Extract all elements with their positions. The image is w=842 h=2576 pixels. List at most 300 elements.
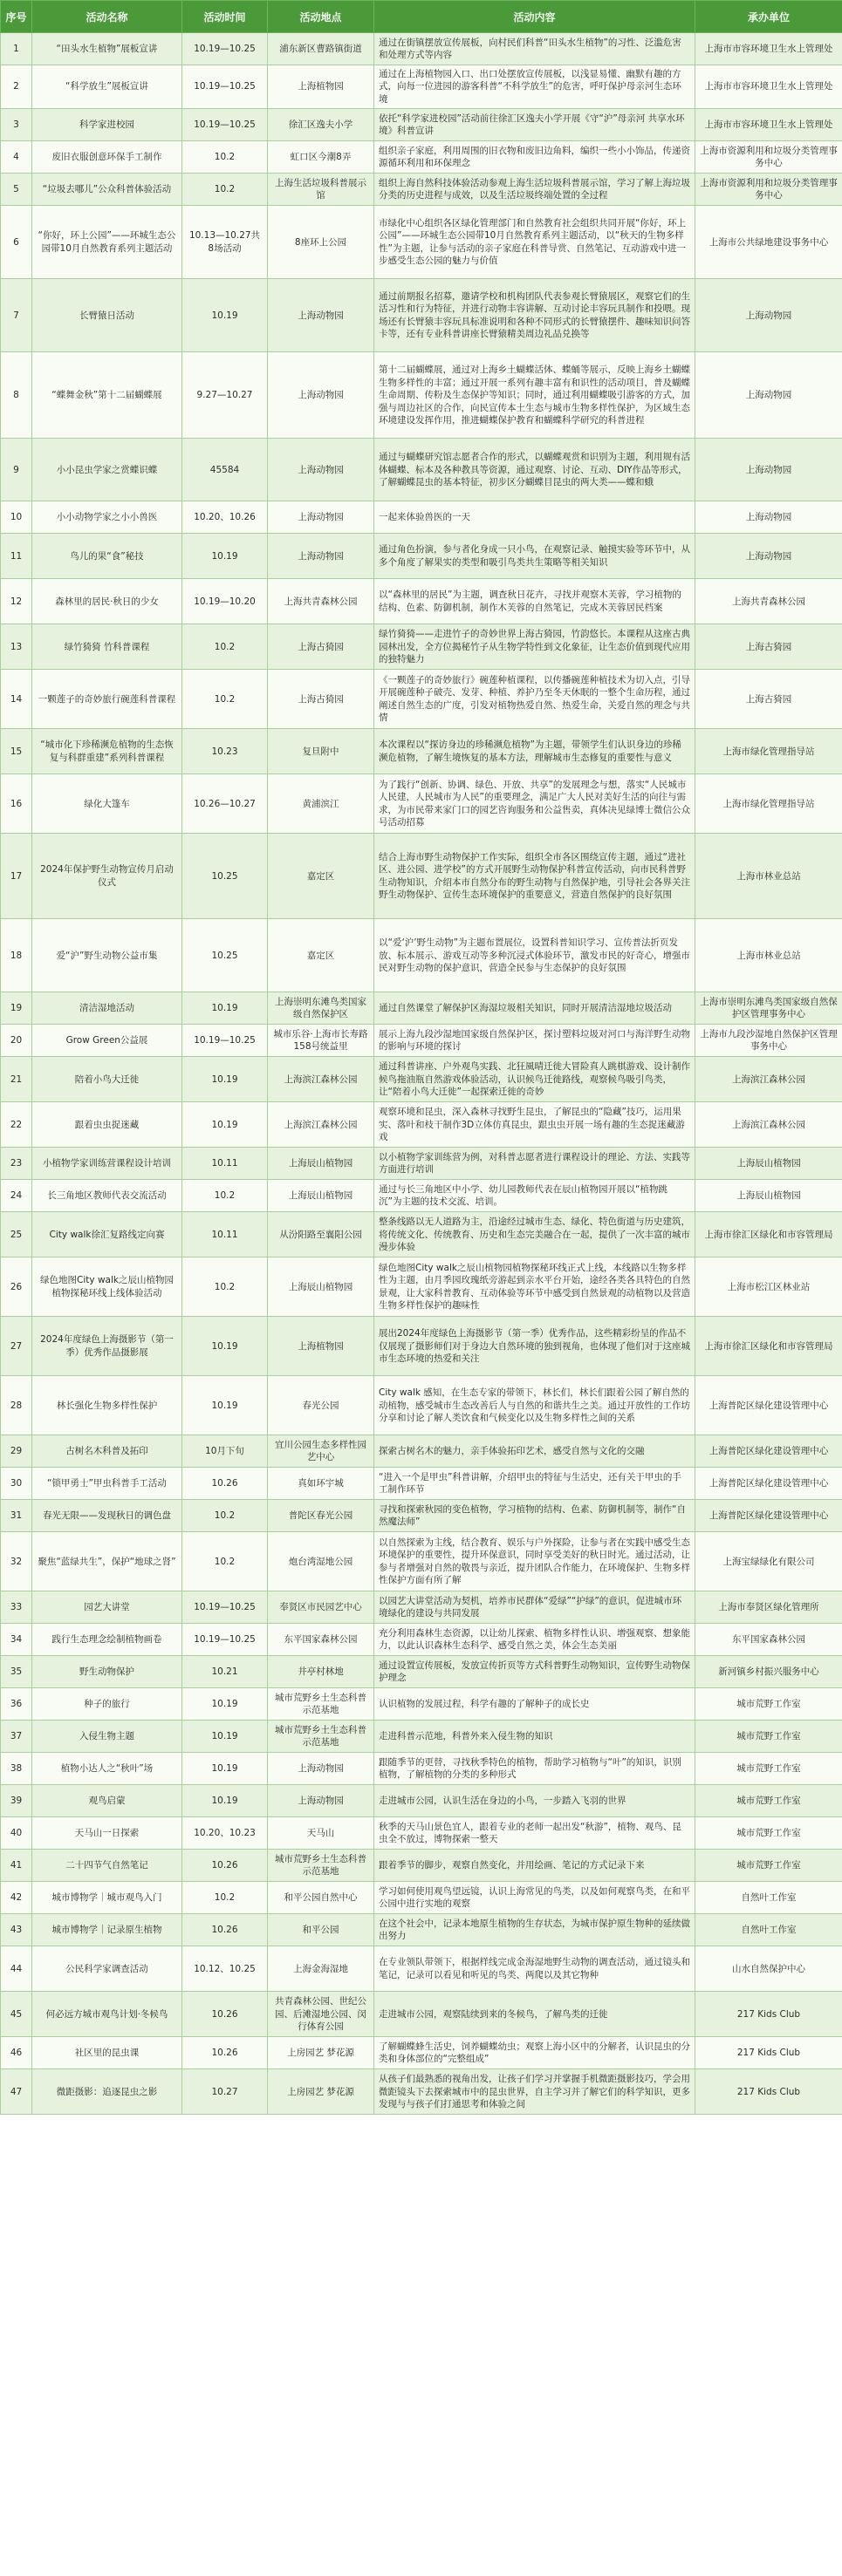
organizer: 上海滨江森林公园 xyxy=(695,1102,842,1148)
organizer: 上海市绿化管理指导站 xyxy=(695,729,842,774)
row-index: 14 xyxy=(1,670,32,729)
activity-content: 通过在街镇摆放宣传展板，向村民们科普“田头水生植物”的习性、泛滥危害和处理方式等内容 xyxy=(374,33,695,65)
activity-name: 绿色地图City walk之辰山植物园植物探秘环线上线体验活动 xyxy=(32,1257,182,1317)
activity-content: 以“爱‘沪’野生动物”为主题布置展位，设置科普知识学习、宣传普法折页发放、标本展示、游戏互动等多种沉浸式体验环节，激发市民的好奇心，增强市民对野生动物的保护意识，营造全民参与生态保护的良好氛围 xyxy=(374,919,695,992)
table-row xyxy=(1,1785,842,1817)
activity-content: 《一颗莲子的奇妙旅行》碗莲种植课程，以传播碗莲种植技术为切入点，引导开展碗莲种子破壳、发芽、种植、养护乃至冬天休眠的一整个生命历程，通过阐述自然生态的广度，引发对植物热爱自然、热爱生命，关爱自然的理念与共情 xyxy=(374,670,695,729)
activity-name: 植物小达人之“秋叶”场 xyxy=(32,1753,182,1785)
activity-location: 浦东新区曹路镇街道 xyxy=(268,33,374,65)
activity-location: 城市荒野乡土生态科普示范基地 xyxy=(268,1688,374,1721)
activity-content: 观察环境和昆虫，深入森林寻找野生昆虫，了解昆虫的“隐藏”技巧，运用果实、落叶和枝干制作3D立体仿真昆虫，跟虫虫开展一场有趣的生态捉迷藏游戏 xyxy=(374,1102,695,1148)
activity-name: 小小昆虫学家之赏蝶识蝶 xyxy=(32,439,182,501)
row-index: 25 xyxy=(1,1212,32,1257)
table-row xyxy=(1,2069,842,2115)
activity-location: 上海生活垃圾科普展示馆 xyxy=(268,174,374,206)
activity-content: 本次课程以“探访身边的珍稀濒危植物”为主题，带领学生们认识身边的珍稀濒危植物，了解生境恢复的基本方法，理解城市生态修复的重要性与意义 xyxy=(374,729,695,774)
organizer: 上海普陀区绿化建设管理中心 xyxy=(695,1500,842,1532)
table-row xyxy=(1,1257,842,1317)
activity-content: 在这个社会中，记录本地原生植物的生存状态，为城市保护原生物种的延续做出努力 xyxy=(374,1914,695,1946)
row-index: 44 xyxy=(1,1946,32,1992)
activity-location: 上海滨江森林公园 xyxy=(268,1057,374,1102)
table-row xyxy=(1,1180,842,1212)
organizer: 上海动物园 xyxy=(695,352,842,439)
table-row xyxy=(1,65,842,109)
organizer: 上海市资源利用和垃圾分类管理事务中心 xyxy=(695,174,842,206)
activity-content: 绿色地图City walk之辰山植物园植物探秘环线正式上线，本线路以生物多样性为主题，由月季园玫瑰纸旁游起到亲水平台开始，途经各类各具特色的自然景观，让大家科普教育、互动体验等环节中感受到自然景观的动植物以及营造生物多样性保护的趣味性 xyxy=(374,1257,695,1317)
table-row xyxy=(1,1148,842,1180)
activity-content: 整条线路以无人道路为主，沿途经过城市生态、绿化、特色街道与历史建筑，将传统文化、传统教育、历史和生态完美融合在一起，提供了一次丰富的城市漫步体验 xyxy=(374,1212,695,1257)
activity-content: 走进科普示范地，科普外来入侵生物的知识 xyxy=(374,1721,695,1753)
activity-time: 10.19—10.25 xyxy=(182,109,268,141)
activity-location: 和平公园 xyxy=(268,1914,374,1946)
activity-location: 井亭村林地 xyxy=(268,1656,374,1688)
activity-location: 8座环上公园 xyxy=(268,206,374,279)
row-index: 29 xyxy=(1,1435,32,1468)
table-row xyxy=(1,1914,842,1946)
row-index: 12 xyxy=(1,579,32,624)
table-row xyxy=(1,919,842,992)
table-row xyxy=(1,1532,842,1591)
activity-time: 10.19 xyxy=(182,1753,268,1785)
activity-time: 10.19 xyxy=(182,534,268,579)
activity-name: 科学家进校园 xyxy=(32,109,182,141)
activity-name: “垃圾去哪儿”公众科普体验活动 xyxy=(32,174,182,206)
table-row xyxy=(1,1992,842,2037)
table-row xyxy=(1,834,842,919)
activity-content: 认识植物的发展过程，科学有趣的了解种子的成长史 xyxy=(374,1688,695,1721)
activity-time: 10.11 xyxy=(182,1148,268,1180)
row-index: 7 xyxy=(1,279,32,352)
activity-name: 践行生态理念绘制植物画卷 xyxy=(32,1624,182,1656)
header-activity-content: 活动内容 xyxy=(374,1,695,33)
activity-time: 10.19—10.25 xyxy=(182,1591,268,1624)
activity-content: 寻找和探索秋园的变色植物，学习植物的结构、色素、防御机制等，制作“自然魔法师” xyxy=(374,1500,695,1532)
table-row xyxy=(1,1882,842,1914)
activity-location: 上海植物园 xyxy=(268,65,374,109)
activity-location: 城市荒野乡土生态科普示范基地 xyxy=(268,1850,374,1882)
organizer: 城市荒野工作室 xyxy=(695,1817,842,1850)
activity-location: 上海动物园 xyxy=(268,439,374,501)
table-row xyxy=(1,1656,842,1688)
table-row xyxy=(1,1721,842,1753)
table-row xyxy=(1,1753,842,1785)
activity-location: 春光公园 xyxy=(268,1376,374,1435)
activity-name: “蝶舞金秋”第十二届蝴蝶展 xyxy=(32,352,182,439)
row-index: 16 xyxy=(1,774,32,834)
organizer: 217 Kids Club xyxy=(695,2069,842,2115)
activity-location: 从汾阳路至襄阳公园 xyxy=(268,1212,374,1257)
activity-content: 跟着季节的脚步，观察自然变化，并用绘画、笔记的方式记录下来 xyxy=(374,1850,695,1882)
activity-content: 展出2024年度绿色上海摄影节（第一季）优秀作品，这些精彩纷呈的作品不仅展现了摄影师们对于身边大自然环境的独到视角，也体现了他们对于这座城市生态环境的热爱和关注 xyxy=(374,1317,695,1376)
activity-time: 10.11 xyxy=(182,1212,268,1257)
activity-name: 长臂猿日活动 xyxy=(32,279,182,352)
activity-location: 共青森林公园、世纪公园、后滩湿地公园、闵行体育公园 xyxy=(268,1992,374,2037)
table-row xyxy=(1,1435,842,1468)
organizer: 上海宝绿绿化有限公司 xyxy=(695,1532,842,1591)
activity-name: 天马山一日探索 xyxy=(32,1817,182,1850)
activity-name: 古树名木科普及拓印 xyxy=(32,1435,182,1468)
organizer: 城市荒野工作室 xyxy=(695,1785,842,1817)
header-organizer: 承办单位 xyxy=(695,1,842,33)
activity-time: 10.2 xyxy=(182,670,268,729)
activity-time: 10.19—10.25 xyxy=(182,33,268,65)
organizer: 上海动物园 xyxy=(695,279,842,352)
activity-content: 走进城市公园，认识生活在身边的小鸟，一步踏入飞羽的世界 xyxy=(374,1785,695,1817)
activity-content: 市绿化中心组织各区绿化管理部门和自然教育社会组织共同开展“你好，环上公园”——环城生态公园带10月自然教育系列主题活动，以“秋天的生物多样性”为主题，让参与活动的亲子家庭在科普导赏、自然笔记、互动游戏中进一步感受生态公园的魅力与价值 xyxy=(374,206,695,279)
activity-location: 上海辰山植物园 xyxy=(268,1257,374,1317)
table-row xyxy=(1,1624,842,1656)
organizer: 上海市徐汇区绿化和市容管理局 xyxy=(695,1212,842,1257)
activity-time: 10.2 xyxy=(182,1257,268,1317)
activity-time: 10.19 xyxy=(182,1721,268,1753)
activity-location: 上海古猗园 xyxy=(268,624,374,670)
row-index: 45 xyxy=(1,1992,32,2037)
activity-name: 小小动物学家之小小兽医 xyxy=(32,501,182,534)
activity-time: 10.26 xyxy=(182,1850,268,1882)
table-row xyxy=(1,279,842,352)
activity-name: 何必远方城市观鸟计划·冬候鸟 xyxy=(32,1992,182,2037)
activity-content: 充分利用森林生态资源，以让幼儿探索、植物多样性认识、增强观察、想象能力，以此认识森林生态科学、感受自然之美，体会生态美丽 xyxy=(374,1624,695,1656)
activity-content: 绿竹猗猗——走进竹子的奇妙世界上海古猗园，竹韵悠长。本课程从这座古典园林出发，全方位揭秘竹子从生物学特性到文化象征，让生态价值到现代应用的独特魅力 xyxy=(374,624,695,670)
activity-location: 上海共青森林公园 xyxy=(268,579,374,624)
row-index: 43 xyxy=(1,1914,32,1946)
table-row xyxy=(1,1500,842,1532)
activity-time: 10.19 xyxy=(182,1317,268,1376)
activity-content: 秋季的天马山景色宜人，跟着专业的老师一起出发“秋游”，植物、观鸟、昆虫全不放过，博物探索一整天 xyxy=(374,1817,695,1850)
row-index: 2 xyxy=(1,65,32,109)
table-row xyxy=(1,1102,842,1148)
activity-location: 复旦附中 xyxy=(268,729,374,774)
activity-content: 一起来体验兽医的一天 xyxy=(374,501,695,534)
activity-time: 10.19 xyxy=(182,1102,268,1148)
row-index: 32 xyxy=(1,1532,32,1591)
activity-time: 10.19—10.25 xyxy=(182,65,268,109)
activity-time: 9.27—10.27 xyxy=(182,352,268,439)
table-row xyxy=(1,206,842,279)
activity-location: 上海辰山植物园 xyxy=(268,1180,374,1212)
row-index: 15 xyxy=(1,729,32,774)
activity-content: 结合上海市野生动物保护工作实际，组织全市各区围绕宣传主题，通过“进社区、进公园、进学校”的方式开展野生动物保护科普宣传活动，向市民科普野生动物知识，介绍本市自然分布的野生动物与自然保护地，引导社会各界关注野生动物保护、宣传生态环境保护的重要意义，营造自然保护的良好氛围 xyxy=(374,834,695,919)
header-index: 序号 xyxy=(1,1,32,33)
activity-location: 上海动物园 xyxy=(268,501,374,534)
activity-content: 学习如何使用观鸟望远镜，认识上海常见的鸟类，以及如何观察鸟类，在和平公园中进行实地的观察 xyxy=(374,1882,695,1914)
row-index: 13 xyxy=(1,624,32,670)
activity-time: 10.19 xyxy=(182,1785,268,1817)
activity-time: 10.2 xyxy=(182,1500,268,1532)
activity-location: 虹口区今潮8弄 xyxy=(268,141,374,174)
activity-time: 45584 xyxy=(182,439,268,501)
activity-content: 通过角色扮演，参与者化身成一只小鸟，在观察记录、触摸实验等环节中，从多个角度了解果实的类型和吸引鸟类共生策略等相关知识 xyxy=(374,534,695,579)
table-row xyxy=(1,1468,842,1500)
table-row xyxy=(1,1850,842,1882)
activity-location: 嘉定区 xyxy=(268,919,374,992)
activity-content: 从孩子们最熟悉的视角出发，让孩子们学习并掌握手机微距摄影技巧，学会用微距镜头下去探索城市中的昆虫世界，自主学习并了解它们的科学知识，更多发现与与孩子们打通思考和体验之间 xyxy=(374,2069,695,2115)
activity-content: City walk 感知，在生态专家的带领下，林长们，林长们跟着公园了解自然的动植物，感受城市生态改善后人与自然的和谐共生之美。通过开放性的工作坊分享和讨论了解人类饮食和气候变化以及生物多样性之间的关系 xyxy=(374,1376,695,1435)
organizer: 上海市资源利用和垃圾分类管理事务中心 xyxy=(695,141,842,174)
activity-content: 为了践行“创新、协调、绿色、开放、共享”的发展理念与想，落实“人民城市人民建，人民城市为人民”的重要理念，满足广大人民对美好生活的向往与需求，为市民带来家门口的园艺咨询服务和公益售卖，真体决见绿博士微信公众号活动招募 xyxy=(374,774,695,834)
table-row xyxy=(1,1817,842,1850)
row-index: 31 xyxy=(1,1500,32,1532)
row-index: 11 xyxy=(1,534,32,579)
activity-name: 入侵生物主题 xyxy=(32,1721,182,1753)
activity-name: City walk徐汇复路线定向赛 xyxy=(32,1212,182,1257)
activity-name: “田头水生植物”展板宣讲 xyxy=(32,33,182,65)
table-row xyxy=(1,1025,842,1057)
activity-content: 以园艺大讲堂活动为契机，培养市民群体“爱绿”“护绿”的意识，促进城市环境绿化的建设与共同发展 xyxy=(374,1591,695,1624)
row-index: 36 xyxy=(1,1688,32,1721)
row-index: 37 xyxy=(1,1721,32,1753)
row-index: 26 xyxy=(1,1257,32,1317)
row-index: 20 xyxy=(1,1025,32,1057)
activity-content: 通过在上海植物园入口、出口处摆放宣传展板，以浅显易懂、幽默有趣的方式，向每一位进园的游客科普“不科学放生”的危害，呼吁保护母亲河生态环境 xyxy=(374,65,695,109)
row-index: 17 xyxy=(1,834,32,919)
activity-location: 嘉定区 xyxy=(268,834,374,919)
activity-location: 上海金海湿地 xyxy=(268,1946,374,1992)
organizer: 上海动物园 xyxy=(695,534,842,579)
activity-location: 上房园艺 梦花源 xyxy=(268,2037,374,2069)
activity-location: 普陀区春光公园 xyxy=(268,1500,374,1532)
activity-name: 二十四节气自然笔记 xyxy=(32,1850,182,1882)
activity-location: 城市乐谷·上海市长寿路158号统益里 xyxy=(268,1025,374,1057)
activity-time: 10.13—10.27共8场活动 xyxy=(182,206,268,279)
row-index: 38 xyxy=(1,1753,32,1785)
organizer: 上海滨江森林公园 xyxy=(695,1057,842,1102)
activity-name: 微距摄影：追逐昆虫之影 xyxy=(32,2069,182,2115)
activity-name: 陪着小鸟大迁徙 xyxy=(32,1057,182,1102)
organizer: 上海辰山植物园 xyxy=(695,1180,842,1212)
activity-time: 10.21 xyxy=(182,1656,268,1688)
organizer: 自然叶工作室 xyxy=(695,1914,842,1946)
organizer: 城市荒野工作室 xyxy=(695,1721,842,1753)
activity-name: 聚焦“蓝绿共生”，保护“地球之肾” xyxy=(32,1532,182,1591)
organizer: 上海市九段沙湿地自然保护区管理事务中心 xyxy=(695,1025,842,1057)
activity-time: 10.20、10.23 xyxy=(182,1817,268,1850)
activity-name: 2024年度绿色上海摄影节（第一季）优秀作品摄影展 xyxy=(32,1317,182,1376)
organizer: 自然叶工作室 xyxy=(695,1882,842,1914)
activity-location: 奉贤区市民园艺中心 xyxy=(268,1591,374,1624)
activity-name: 城市博物学｜城市观鸟入门 xyxy=(32,1882,182,1914)
activity-time: 10.26—10.27 xyxy=(182,774,268,834)
organizer: 上海辰山植物园 xyxy=(695,1148,842,1180)
organizer: 上海古猗园 xyxy=(695,670,842,729)
activity-content: 通过前期报名招募，邀请学校和机构团队代表参观长臂猿展区，观察它们的生活习性和行为特征，并进行动物丰容讲解、互动讨论丰容玩具制作和投喂。现场还有长臂猿丰容玩具标准说明和各种不同形式的长臂猿摆件、趣味知识问答卡等，还有专业科普讲座长臂猿精美周边礼品兑换等 xyxy=(374,279,695,352)
table-row xyxy=(1,1376,842,1435)
activity-location: 天马山 xyxy=(268,1817,374,1850)
activity-location: 上海动物园 xyxy=(268,534,374,579)
organizer: 上海古猗园 xyxy=(695,624,842,670)
activity-name: 春光无限——发现秋日的调色盘 xyxy=(32,1500,182,1532)
organizer: 上海市市容环境卫生水上管理处 xyxy=(695,65,842,109)
activity-name: 一颗莲子的奇妙旅行碗莲科普课程 xyxy=(32,670,182,729)
row-index: 5 xyxy=(1,174,32,206)
activity-location: 上海动物园 xyxy=(268,1753,374,1785)
table-row xyxy=(1,1591,842,1624)
organizer: 上海市公共绿地建设事务中心 xyxy=(695,206,842,279)
activity-name: 森林里的居民·秋日的少女 xyxy=(32,579,182,624)
activity-time: 10.25 xyxy=(182,919,268,992)
table-row xyxy=(1,439,842,501)
organizer: 上海市松江区林业站 xyxy=(695,1257,842,1317)
activity-content: “进入一个是甲虫”科普讲解，介绍甲虫的特征与生活史，还有关于甲虫的手工制作环节 xyxy=(374,1468,695,1500)
activity-content: 通过与长三角地区中小学、幼儿园教师代表在辰山植物园开展以“植物跳沉”为主题的技术交流、培训。 xyxy=(374,1180,695,1212)
table-row xyxy=(1,352,842,439)
activity-time: 10.19 xyxy=(182,1376,268,1435)
activity-name: 城市博物学｜记录原生植物 xyxy=(32,1914,182,1946)
activity-name: 观鸟启蒙 xyxy=(32,1785,182,1817)
activity-location: 上海动物园 xyxy=(268,279,374,352)
row-index: 21 xyxy=(1,1057,32,1102)
table-row xyxy=(1,33,842,65)
activity-time: 10.25 xyxy=(182,834,268,919)
activity-time: 10.23 xyxy=(182,729,268,774)
row-index: 19 xyxy=(1,992,32,1025)
organizer: 上海市林业总站 xyxy=(695,919,842,992)
activity-content: 依托“科学家进校园”活动前往徐汇区逸夫小学开展《守“沪”母亲河 共享水环境》科普宣讲 xyxy=(374,109,695,141)
header-activity-time: 活动时间 xyxy=(182,1,268,33)
table-row xyxy=(1,534,842,579)
table-row xyxy=(1,774,842,834)
row-index: 28 xyxy=(1,1376,32,1435)
table-row xyxy=(1,992,842,1025)
activity-name: 清洁湿地活动 xyxy=(32,992,182,1025)
activity-location: 真如环宇城 xyxy=(268,1468,374,1500)
row-index: 23 xyxy=(1,1148,32,1180)
row-index: 46 xyxy=(1,2037,32,2069)
activity-name: 长三角地区教师代表交流活动 xyxy=(32,1180,182,1212)
activity-name: 绿化大篷车 xyxy=(32,774,182,834)
activity-name: “你好，环上公园”——环城生态公园带10月自然教育系列主题活动 xyxy=(32,206,182,279)
row-index: 41 xyxy=(1,1850,32,1882)
row-index: 3 xyxy=(1,109,32,141)
row-index: 42 xyxy=(1,1882,32,1914)
activity-name: 鸟儿的果“食”秘技 xyxy=(32,534,182,579)
activity-name: 废旧衣服创意环保手工制作 xyxy=(32,141,182,174)
activity-name: “城市化下珍稀濒危植物的生态恢复与科群重建”系列科普课程 xyxy=(32,729,182,774)
table-row xyxy=(1,579,842,624)
activity-name: 小植物学家训练营课程设计培训 xyxy=(32,1148,182,1180)
activity-location: 徐汇区逸夫小学 xyxy=(268,109,374,141)
organizer: 城市荒野工作室 xyxy=(695,1688,842,1721)
activity-name: 野生动物保护 xyxy=(32,1656,182,1688)
table-row xyxy=(1,1688,842,1721)
activity-location: 上海植物园 xyxy=(268,1317,374,1376)
activity-location: 上海动物园 xyxy=(268,1785,374,1817)
table-row xyxy=(1,174,842,206)
header-row xyxy=(1,1,842,33)
activity-name: 跟着虫虫捉迷藏 xyxy=(32,1102,182,1148)
activity-location: 宜川公园生态多样性园艺中心 xyxy=(268,1435,374,1468)
activity-name: 社区里的昆虫课 xyxy=(32,2037,182,2069)
activity-content: 了解蝴蝶蜂生活史，饲养蝴蝶幼虫；观察上海小区中的分解者，认识昆虫的分类和身体部位的“完整组成” xyxy=(374,2037,695,2069)
organizer: 上海市绿化管理指导站 xyxy=(695,774,842,834)
activity-location: 黄浦滨江 xyxy=(268,774,374,834)
row-index: 9 xyxy=(1,439,32,501)
row-index: 33 xyxy=(1,1591,32,1624)
activity-location: 炮台湾湿地公园 xyxy=(268,1532,374,1591)
activity-content: 通过自然课堂了解保护区海湿垃圾相关知识，同时开展清洁湿地垃圾活动 xyxy=(374,992,695,1025)
activity-time: 10.19 xyxy=(182,992,268,1025)
activity-time: 10.26 xyxy=(182,1468,268,1500)
organizer: 上海普陀区绿化建设管理中心 xyxy=(695,1435,842,1468)
activity-content: 以自然探索为主线，结合教育、娱乐与户外探险，让参与者在实践中感受生态环境保护的重要性，提升环保意识，同时享受美好的秋日时光。通过活动，让参与者增强对自然的敬畏与亲近，提升团队合作能力，在环境保护、生物多样性保护方面有所了解 xyxy=(374,1532,695,1591)
activity-name: 林长强化生物多样性保护 xyxy=(32,1376,182,1435)
row-index: 10 xyxy=(1,501,32,534)
table-row xyxy=(1,1212,842,1257)
organizer: 上海普陀区绿化建设管理中心 xyxy=(695,1376,842,1435)
activity-time: 10.26 xyxy=(182,2037,268,2069)
activity-time: 10.19—10.25 xyxy=(182,1025,268,1057)
row-index: 6 xyxy=(1,206,32,279)
row-index: 4 xyxy=(1,141,32,174)
activity-location: 东平国家森林公园 xyxy=(268,1624,374,1656)
activity-content: 探索古树名木的魅力，亲手体验拓印艺术，感受自然与文化的交融 xyxy=(374,1435,695,1468)
activity-name: Grow Green公益展 xyxy=(32,1025,182,1057)
organizer: 东平国家森林公园 xyxy=(695,1624,842,1656)
activity-time: 10.19 xyxy=(182,1688,268,1721)
header-activity-location: 活动地点 xyxy=(268,1,374,33)
table-row xyxy=(1,1946,842,1992)
organizer: 城市荒野工作室 xyxy=(695,1753,842,1785)
activity-time: 10.2 xyxy=(182,1532,268,1591)
activity-name: 爱“沪”野生动物公益市集 xyxy=(32,919,182,992)
activity-content: 展示上海九段沙湿地国家级自然保护区，探讨塑料垃圾对河口与海洋野生动物的影响与环境的探讨 xyxy=(374,1025,695,1057)
activity-location: 上海古猗园 xyxy=(268,670,374,729)
activity-content: 通过设置宣传展板，发放宣传折页等方式科普野生动物知识，宣传野生动物保护理念 xyxy=(374,1656,695,1688)
table-row xyxy=(1,109,842,141)
activity-name: 公民科学家调查活动 xyxy=(32,1946,182,1992)
organizer: 上海动物园 xyxy=(695,439,842,501)
activity-content: 组织上海自然科技体验活动参观上海生活垃圾科普展示馆，学习了解上海垃圾分类的历史进程与成效，以及生活垃圾终端处置的全过程 xyxy=(374,174,695,206)
activity-content: 在专业领队带领下，根据样线完成金海湿地野生动物的调查活动，通过镜头和笔记，记录可以看见和听见的鸟类、两爬以及其它物种 xyxy=(374,1946,695,1992)
activity-content: 以“森林里的居民”为主题，调查秋日花卉，寻找并观察木芙蓉，学习植物的结构、色素、防御机制，制作木芙蓉的自然笔记，完成木芙蓉居民档案 xyxy=(374,579,695,624)
activity-location: 上房园艺 梦花源 xyxy=(268,2069,374,2115)
table-header xyxy=(1,1,842,33)
table-row xyxy=(1,1317,842,1376)
activity-time: 10.19 xyxy=(182,279,268,352)
organizer: 新河镇乡村振兴服务中心 xyxy=(695,1656,842,1688)
activity-location: 上海动物园 xyxy=(268,352,374,439)
activity-name: 绿竹猗猗 竹科普课程 xyxy=(32,624,182,670)
activity-name: “锁甲勇士”甲虫科普手工活动 xyxy=(32,1468,182,1500)
table-row xyxy=(1,624,842,670)
row-index: 39 xyxy=(1,1785,32,1817)
organizer: 上海市崇明东滩鸟类国家级自然保护区管理事务中心 xyxy=(695,992,842,1025)
table-row xyxy=(1,141,842,174)
organizer: 217 Kids Club xyxy=(695,1992,842,2037)
organizer: 上海普陀区绿化建设管理中心 xyxy=(695,1468,842,1500)
activity-time: 10.2 xyxy=(182,174,268,206)
row-index: 1 xyxy=(1,33,32,65)
activity-location: 和平公园自然中心 xyxy=(268,1882,374,1914)
activity-time: 10.19—10.25 xyxy=(182,1624,268,1656)
header-activity-name: 活动名称 xyxy=(32,1,182,33)
activity-location: 上海崇明东滩鸟类国家级自然保护区 xyxy=(268,992,374,1025)
activity-time: 10.27 xyxy=(182,2069,268,2115)
activity-location: 上海滨江森林公园 xyxy=(268,1102,374,1148)
table-row xyxy=(1,2037,842,2069)
activity-content: 组织亲子家庭，利用周围的旧衣物和废旧边角料，编织一些小小饰品，传递资源循环利用和环保理念 xyxy=(374,141,695,174)
organizer: 上海市林业总站 xyxy=(695,834,842,919)
activity-time: 10.20、10.26 xyxy=(182,501,268,534)
activity-content: 第十二届蝴蝶展，通过对上海乡土蝴蝶活体、蝶蛹等展示，反映上海乡土蝴蝶生物多样性的丰富；通过开展一系列有趣丰富有和识性的活动项目，普及蝴蝶生命周期、传粉及生态保护等知识；同时，通过利用蝴蝶吸引游客的方式，加强与周边社区的合作，向民宣传本土生态与城市生物多样性保护，为区域生态环境建设发挥作用，推进蝴蝶保护教育和蝴蝶科学研究的科普进程 xyxy=(374,352,695,439)
activity-content: 跟随季节的更替，寻找秋季特色的植物，帮助学习植物与“叶”的知识，识别植物，了解植物的分类的多种形式 xyxy=(374,1753,695,1785)
table-row xyxy=(1,501,842,534)
table-body xyxy=(1,33,842,2115)
activity-name: 种子的旅行 xyxy=(32,1688,182,1721)
organizer: 上海市奉贤区绿化管理所 xyxy=(695,1591,842,1624)
organizer: 上海市市容环境卫生水上管理处 xyxy=(695,33,842,65)
activity-content: 通过科普讲座、户外观鸟实践、北狂風晴迁徙大冒险真人跳棋游戏、设计制作候鸟拖油瓶自然游戏体验活动，认识候鸟迁徙路线，观察候鸟吸引鸟类，让“陪着小鸟大迁徙”一起探索迁徙的奇妙 xyxy=(374,1057,695,1102)
